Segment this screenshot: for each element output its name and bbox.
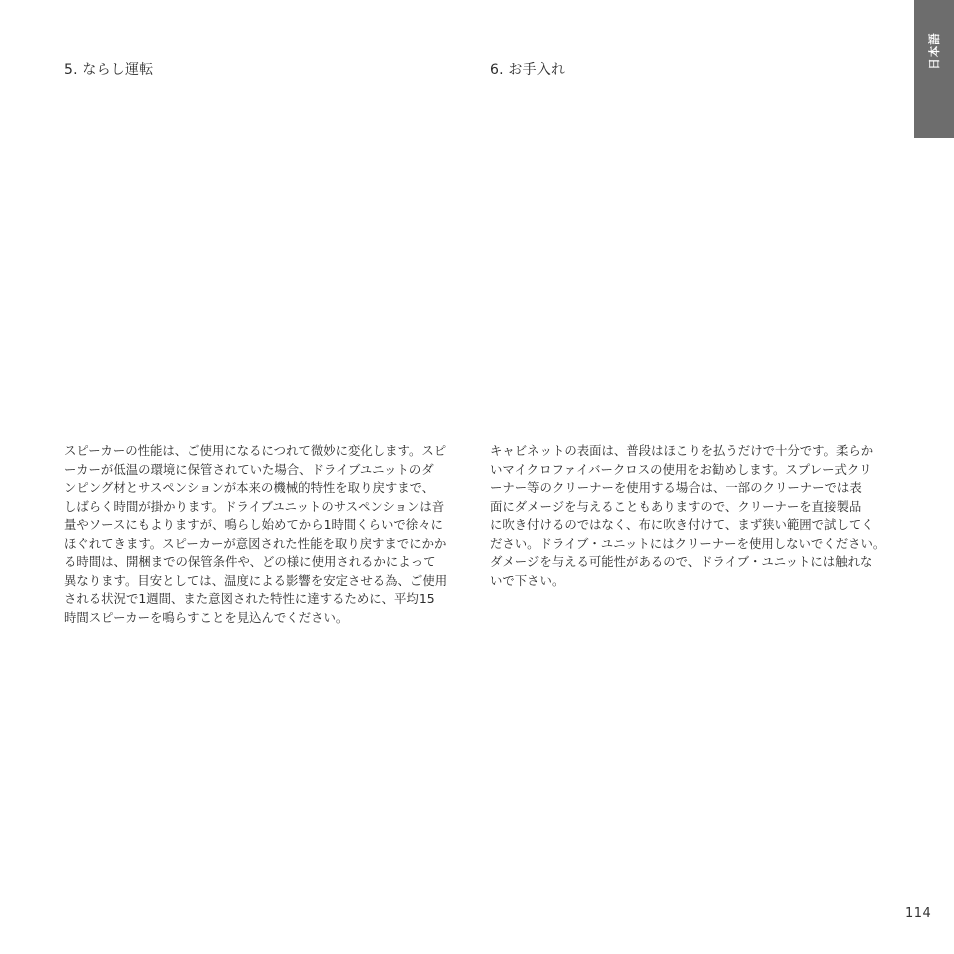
text-line: に吹き付けるのではなく、布に吹き付けて、まず狭い範囲で試してく: [490, 517, 874, 532]
section-heading-break-in: 5. ならし運転: [64, 62, 154, 78]
text-line: ださい。ドライブ・ユニットにはクリーナーを使用しないでください。: [490, 535, 886, 551]
paragraph-care: [490, 442, 890, 590]
text-line: 異なります。目安としては、温度による影響を安定させる為、ご使用: [64, 572, 448, 588]
text-line: いマイクロファイバークロスの使用をお勧めします。スプレー式クリ: [490, 461, 872, 477]
page-number: 114: [905, 906, 932, 921]
text-line: ーナー等のクリーナーを使用する場合は、一部のクリーナーでは表: [490, 480, 862, 495]
text-line: 面にダメージを与えることもありますので、クリーナーを直接製品: [490, 498, 862, 514]
text-line: ーカーが低温の環境に保管されていた場合、ドライブユニットのダ: [64, 461, 434, 477]
text-line: いで下さい。: [490, 572, 565, 588]
text-line: キャビネットの表面は、普段はほこりを払うだけで十分です。柔らか: [490, 443, 874, 458]
text-line: スピーカーの性能は、ご使用になるにつれて微妙に変化します。スピ: [64, 443, 447, 458]
text-line: ンピング材とサスペンションが本来の機械的特性を取り戻すまで、: [64, 480, 435, 495]
language-tab: [914, 0, 954, 138]
text-line: される状況で1週間、また意図された特性に達するために、平均15: [64, 591, 435, 606]
text-line: ほぐれてきます。スピーカーが意図された性能を取り戻すまでにかか: [64, 535, 447, 551]
text-line: 時間スピーカーを鳴らすことを見込んでください。: [64, 609, 349, 625]
language-tab-label: 日本語: [927, 32, 941, 70]
text-line: しばらく時間が掛かります。ドライブユニットのサスペンションは音: [64, 498, 445, 514]
text-line: る時間は、開梱までの保管条件や、どの様に使用されるかによって: [64, 554, 436, 569]
paragraph-break-in: [64, 442, 464, 627]
section-heading-care: 6. お手入れ: [490, 62, 566, 78]
language-tab-label-wrap: [914, 0, 954, 138]
text-line: 量やソースにもよりますが、鳴らし始めてから1時間くらいで徐々に: [64, 517, 443, 532]
text-line: ダメージを与える可能性があるので、ドライブ・ユニットには触れな: [490, 554, 873, 569]
